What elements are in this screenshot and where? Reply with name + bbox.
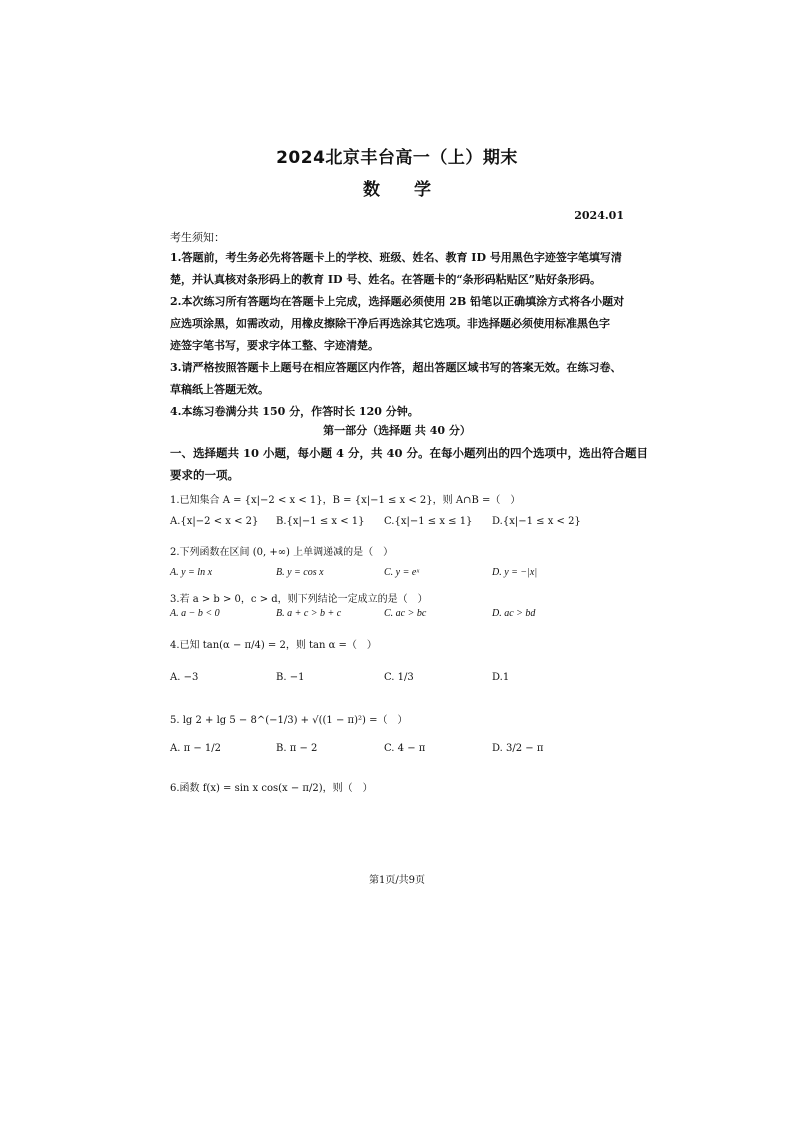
exam-date: 2024.01 bbox=[574, 209, 624, 222]
option-a: A. y = ln x bbox=[170, 567, 213, 578]
option-d: D.1 bbox=[492, 672, 510, 683]
notice-line: 1.答题前，考生务必先将答题卡上的学校、班级、姓名、教育 ID 号用黑色字迹签字笔填写清 bbox=[170, 251, 622, 264]
subject-title: 数 学 bbox=[363, 180, 431, 200]
option-c: C. 4 − π bbox=[384, 743, 426, 754]
notice-heading: 考生须知： bbox=[170, 231, 225, 244]
part-heading: 第一部分（选择题 共 40 分） bbox=[323, 424, 471, 437]
option-a: A. a − b < 0 bbox=[170, 608, 220, 619]
option-c: C. ac > bc bbox=[384, 608, 427, 619]
option-d: D.{x|−1 ≤ x < 2} bbox=[492, 516, 581, 527]
page-title: 2024北京丰台高一（上）期末 bbox=[276, 148, 518, 168]
notice-line: 应选项涂黑，如需改动，用橡皮擦除干净后再选涂其它选项。非选择题必须使用标准黑色字 bbox=[170, 317, 610, 330]
option-a: A. −3 bbox=[170, 672, 199, 683]
question-stem: 6.函数 f(x) = sin x cos(x − π/2)，则（ ） bbox=[170, 783, 373, 794]
option-a: A.{x|−2 < x < 2} bbox=[170, 516, 259, 527]
section-heading: 要求的一项。 bbox=[170, 468, 239, 482]
option-b: B. π − 2 bbox=[276, 743, 318, 754]
option-b: B. −1 bbox=[276, 672, 305, 683]
option-d: D. ac > bd bbox=[492, 608, 536, 619]
page-number: 第1页/共9页 bbox=[368, 875, 426, 886]
question-stem: 4.已知 tan(α − π/4) = 2，则 tan α =（ ） bbox=[170, 640, 377, 651]
notice-line: 草稿纸上答题无效。 bbox=[170, 383, 269, 396]
notice-line: 3.请严格按照答题卡上题号在相应答题区内作答，超出答题区域书写的答案无效。在练习卷、 bbox=[170, 361, 622, 374]
notice-line: 4.本练习卷满分共 150 分，作答时长 120 分钟。 bbox=[170, 405, 419, 418]
question-stem: 1.已知集合 A = {x|−2 < x < 1}，B = {x|−1 ≤ x < 2}，则 A∩B =（ ） bbox=[170, 495, 521, 506]
option-b: B. a + c > b + c bbox=[276, 608, 342, 619]
option-d: D. 3/2 − π bbox=[492, 743, 544, 754]
section-heading: 一、选择题共 10 小题，每小题 4 分，共 40 分。在每小题列出的四个选项中，选出符合题目 bbox=[170, 446, 649, 460]
option-b: B. y = cos x bbox=[276, 567, 324, 578]
notice-line: 楚，并认真核对条形码上的教育 ID 号、姓名。在答题卡的“条形码粘贴区”贴好条形码。 bbox=[170, 273, 601, 286]
question-stem: 3.若 a > b > 0，c > d，则下列结论一定成立的是（ ） bbox=[170, 594, 428, 605]
option-c: C.{x|−1 ≤ x ≤ 1} bbox=[384, 516, 473, 527]
option-b: B.{x|−1 ≤ x < 1} bbox=[276, 516, 365, 527]
question-stem: 2.下列函数在区间 (0, +∞) 上单调递减的是（ ） bbox=[170, 547, 394, 558]
option-c: C. y = eˣ bbox=[384, 567, 420, 578]
notice-line: 迹签字笔书写，要求字体工整、字迹清楚。 bbox=[170, 339, 379, 352]
question-stem: 5. lg 2 + lg 5 − 8^(−1/3) + √((1 − π)²) =（ ） bbox=[170, 715, 408, 726]
option-d: D. y = −|x| bbox=[492, 567, 538, 578]
option-c: C. 1/3 bbox=[384, 672, 414, 683]
option-a: A. π − 1/2 bbox=[170, 743, 221, 754]
notice-line: 2.本次练习所有答题均在答题卡上完成，选择题必须使用 2B 铅笔以正确填涂方式将各小题对 bbox=[170, 295, 625, 308]
